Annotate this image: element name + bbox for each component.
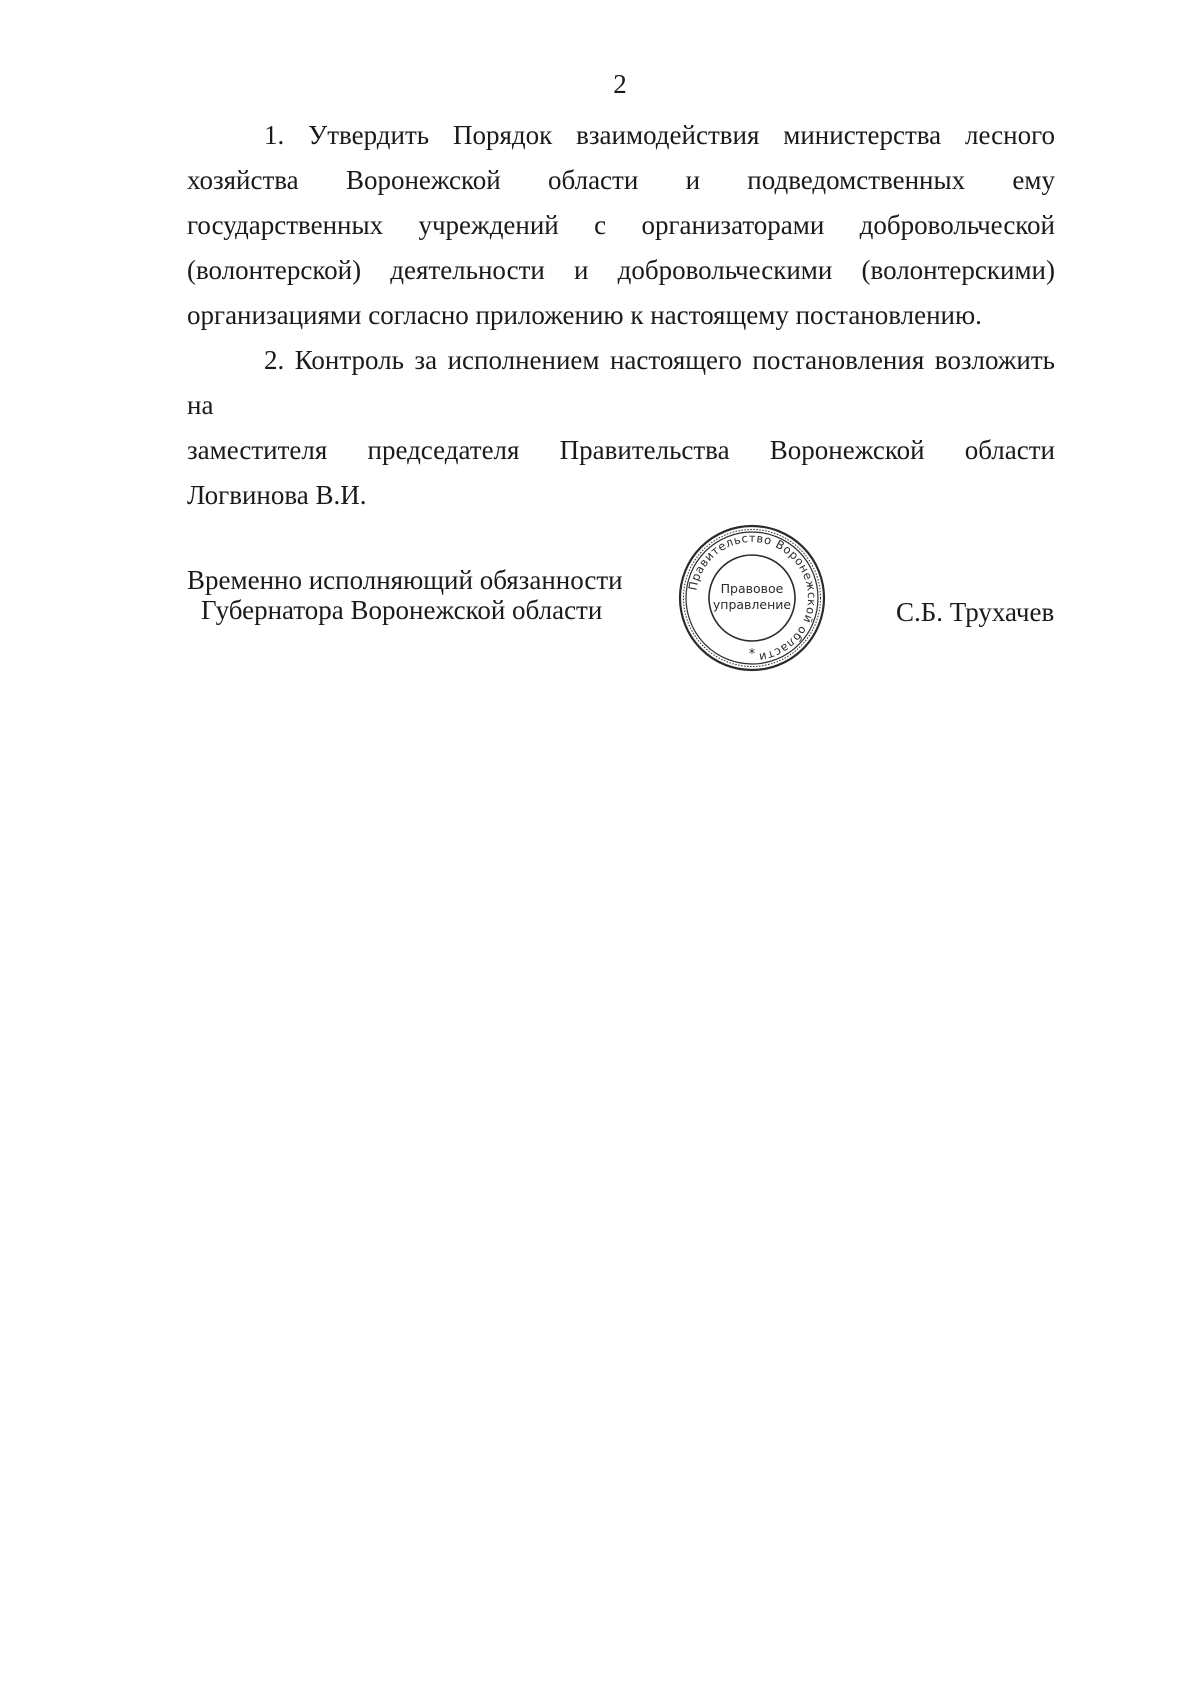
- paragraph-2-second: [187, 428, 1055, 473]
- paragraph-1: [187, 113, 1055, 158]
- paragraph-1-continued: [187, 158, 1055, 338]
- stamp-center-line-1: Правовое: [720, 581, 784, 596]
- paragraph-2-second-line: заместителя председателя Правительства Воронежской области: [187, 435, 1055, 465]
- paragraph-2-third-line: Логвинова В.И.: [187, 480, 367, 510]
- page-number: 2: [613, 69, 627, 99]
- stamp-center-line-2: управление: [712, 597, 792, 612]
- signature-position: [187, 565, 627, 625]
- stamp-star: *: [748, 647, 756, 662]
- paragraph-1-first-line: 1. Утвердить Порядок взаимодействия министерства лесного: [264, 120, 1055, 150]
- document-body: [187, 113, 1055, 518]
- signature-position-line-2: Губернатора Воронежской области: [201, 595, 603, 625]
- paragraph-2-third: [187, 473, 1055, 518]
- signature-position-line-1: Временно исполняющий обязанности: [187, 565, 623, 595]
- paragraph-2: [187, 338, 1055, 428]
- stamp-ring-textpath: Правительство Воронежской области: [685, 530, 820, 665]
- paragraph-1-rest: хозяйства Воронежской области и подведомственных ему государственных учреждений с организаторами добровольческой (волонтерской) деятельности и добровольческими (волонтерскими) организациями согласно приложению к настоящему постановлению.: [187, 165, 1055, 330]
- paragraph-2-first-line: 2. Контроль за исполнением настоящего постановления возложить на: [187, 345, 1055, 420]
- signatory-name: С.Б. Трухачев: [896, 597, 1055, 627]
- official-stamp: [677, 523, 827, 673]
